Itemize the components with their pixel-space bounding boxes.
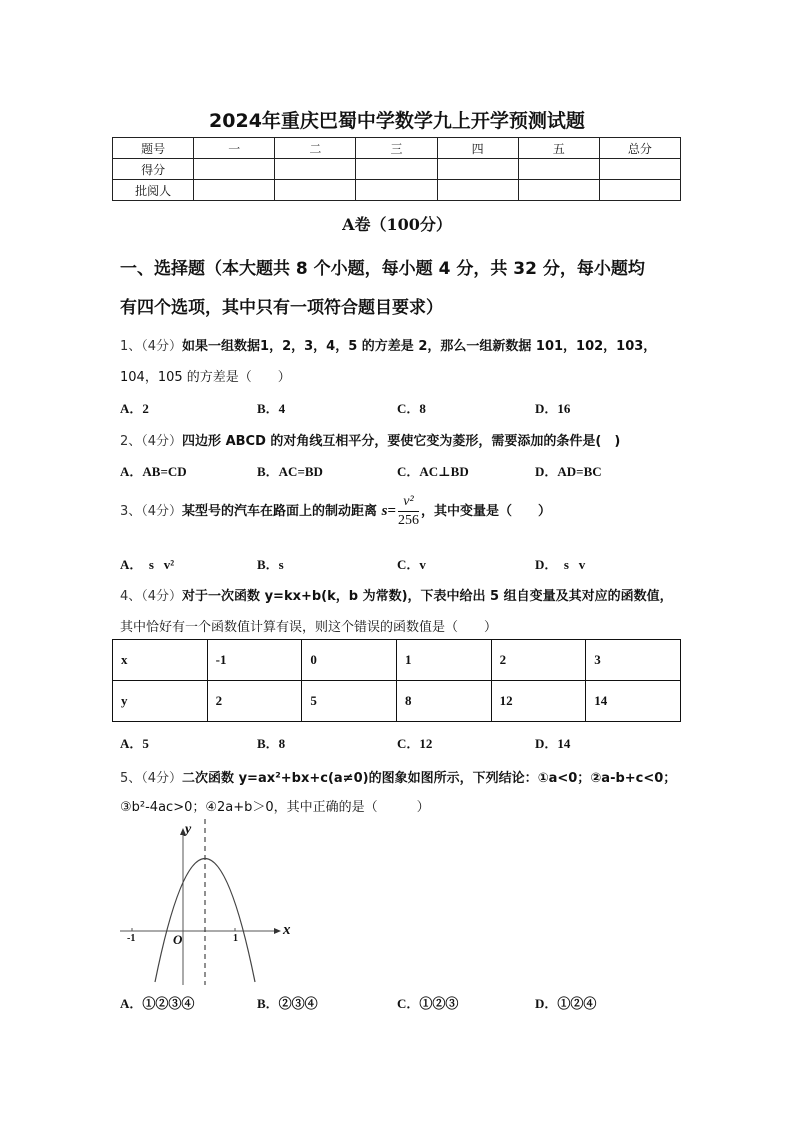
formula-lhs: s= xyxy=(381,503,396,519)
score-table-header-row xyxy=(113,138,681,159)
question-number: 3、（4分） xyxy=(120,504,183,519)
option-b: B．4 xyxy=(257,401,286,416)
option-d: D．AD=BC xyxy=(535,464,602,479)
question-number: 1、（4分） xyxy=(120,339,183,354)
x-axis-label: x xyxy=(283,922,291,938)
question-text: 某型号的汽车在路面上的制动距离 xyxy=(182,504,382,519)
score-cell xyxy=(356,180,437,201)
score-table-row xyxy=(113,180,681,201)
option-c: C．12 xyxy=(397,736,433,751)
score-row-label: 得分 xyxy=(113,159,194,180)
score-header-cell: 五 xyxy=(518,138,599,159)
score-cell xyxy=(275,180,356,201)
formula-denominator: 256 xyxy=(397,513,419,528)
table-cell: 0 xyxy=(302,640,397,681)
question-2-line1 xyxy=(120,430,620,449)
score-table-row xyxy=(113,159,681,180)
score-table xyxy=(112,137,681,201)
table-cell-label: y xyxy=(113,681,208,722)
score-cell xyxy=(437,159,518,180)
section-heading-line2: 有四个选项，其中只有一项符合题目要求） xyxy=(120,298,443,318)
score-cell xyxy=(194,180,275,201)
score-header-cell: 三 xyxy=(356,138,437,159)
score-cell xyxy=(356,159,437,180)
score-header-cell: 总分 xyxy=(599,138,680,159)
table-cell: 1 xyxy=(396,640,491,681)
table-cell: 5 xyxy=(302,681,397,722)
score-header-cell: 题号 xyxy=(113,138,194,159)
question-text: 二次函数 y=ax²+bx+c(a≠0)的图象如图所示，下列结论：①a<0；②a-b+c<0； xyxy=(182,771,677,786)
score-cell xyxy=(275,159,356,180)
option-a: A．①②③④ xyxy=(120,996,195,1011)
table-cell: 12 xyxy=(491,681,586,722)
paper-section-label: A卷（100分） xyxy=(342,215,452,234)
score-header-cell: 一 xyxy=(194,138,275,159)
score-cell xyxy=(194,159,275,180)
option-a: A． s v² xyxy=(120,557,175,572)
option-d: D．14 xyxy=(535,736,571,751)
question-5-line1 xyxy=(120,767,676,786)
score-header-cell: 二 xyxy=(275,138,356,159)
table-row-x xyxy=(113,640,681,681)
option-c: C．①②③ xyxy=(397,996,459,1011)
score-cell xyxy=(599,180,680,201)
score-cell xyxy=(518,159,599,180)
score-cell xyxy=(437,180,518,201)
option-d: D．16 xyxy=(535,401,571,416)
option-c: C．v xyxy=(397,557,426,572)
question-4-line1 xyxy=(120,585,673,604)
question-1-line2: 104，105 的方差是（ ） xyxy=(120,370,291,385)
question-text: 对于一次函数 y=kx+b(k，b 为常数)，下表中给出 5 组自变量及其对应的函数值， xyxy=(182,589,673,604)
question-number: 5、（4分） xyxy=(120,771,183,786)
option-b: B．AC=BD xyxy=(257,464,323,479)
question-number: 2、（4分） xyxy=(120,434,183,449)
question-3-line1 xyxy=(120,493,551,530)
section-heading-line1: 一、选择题（本大题共 8 个小题，每小题 4 分，共 32 分，每小题均 xyxy=(120,259,645,279)
tick-label-neg1: -1 xyxy=(127,933,136,944)
score-row-label: 批阅人 xyxy=(113,180,194,201)
option-a: A．2 xyxy=(120,401,149,416)
score-cell xyxy=(599,159,680,180)
score-header-cell: 四 xyxy=(437,138,518,159)
question-text: 如果一组数据1，2，3，4，5 的方差是 2，那么一组新数据 101，102，103， xyxy=(182,339,657,354)
exam-title: 2024年重庆巴蜀中学数学九上开学预测试题 xyxy=(209,110,585,132)
formula-numerator: v² xyxy=(398,493,419,512)
origin-label: O xyxy=(173,932,183,947)
table-cell: 8 xyxy=(396,681,491,722)
table-cell: 3 xyxy=(586,640,681,681)
question-5-line2: ③b²-4ac>0；④2a+b＞0，其中正确的是（ ） xyxy=(120,800,430,815)
table-cell-label: x xyxy=(113,640,208,681)
table-cell: 14 xyxy=(586,681,681,722)
option-d: D． s v xyxy=(535,557,586,572)
option-a: A．5 xyxy=(120,736,149,751)
question-text: 四边形 ABCD 的对角线互相平分，要使它变为菱形，需要添加的条件是( ) xyxy=(182,434,621,449)
parabola-graph xyxy=(110,815,310,990)
question-4-line2: 其中恰好有一个函数值计算有误，则这个错误的函数值是（ ） xyxy=(120,620,498,635)
score-cell xyxy=(518,180,599,201)
function-values-table xyxy=(112,639,681,722)
option-d: D．①②④ xyxy=(535,996,597,1011)
table-row-y xyxy=(113,681,681,722)
table-cell: -1 xyxy=(207,640,302,681)
formula-fraction xyxy=(398,493,419,530)
table-cell: 2 xyxy=(207,681,302,722)
table-cell: 2 xyxy=(491,640,586,681)
tick-label-pos1: 1 xyxy=(233,933,238,944)
option-b: B．②③④ xyxy=(257,996,318,1011)
y-axis-label: y xyxy=(185,822,192,837)
option-b: B．s xyxy=(257,557,284,572)
option-c: C．AC⊥BD xyxy=(397,464,469,479)
question-text-after: ，其中变量是（ ） xyxy=(420,504,551,519)
question-number: 4、（4分） xyxy=(120,589,183,604)
option-a: A．AB=CD xyxy=(120,464,187,479)
option-b: B．8 xyxy=(257,736,286,751)
question-1-line1 xyxy=(120,335,656,354)
option-c: C．8 xyxy=(397,401,426,416)
